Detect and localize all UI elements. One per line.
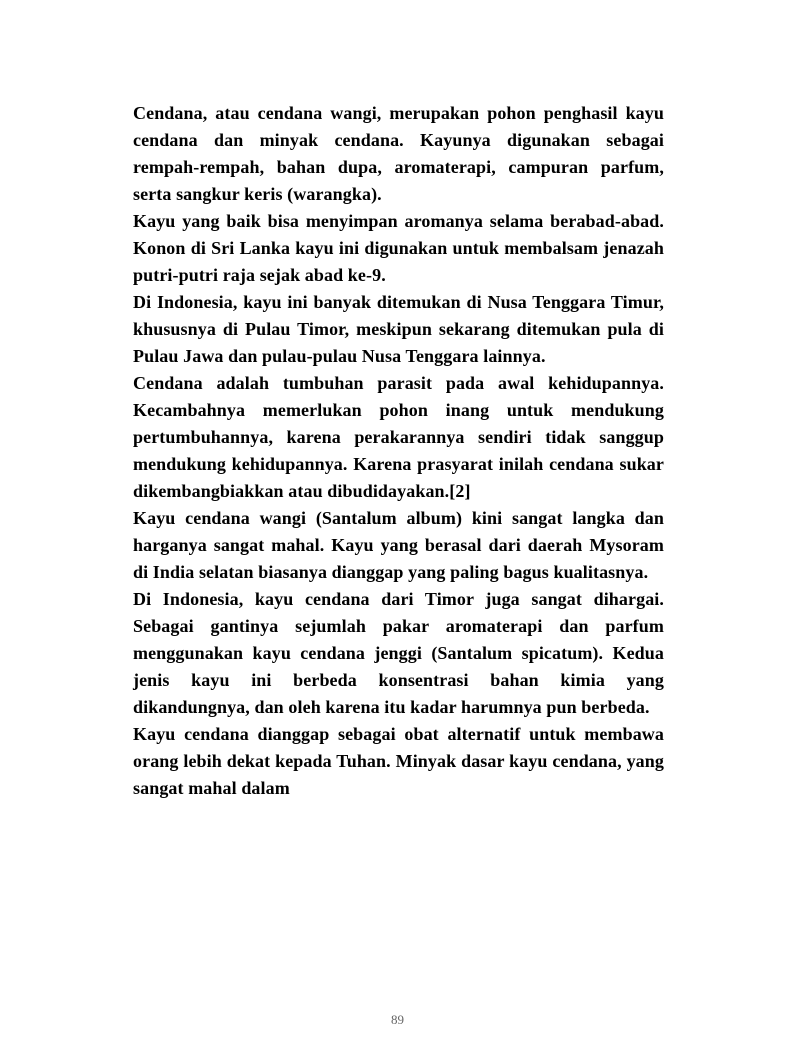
page-number: 89 <box>391 1012 404 1027</box>
paragraph-7: Kayu cendana dianggap sebagai obat alternatif untuk membawa orang lebih dekat kepada Tuhan. Minyak dasar kayu cendana, yang sangat mahal dalam <box>133 724 664 798</box>
paragraph-1: Cendana, atau cendana wangi, merupakan pohon penghasil kayu cendana dan minyak cendana. Kayunya digunakan sebagai rempah-rempah, bahan dupa, aromaterapi, campuran parfum, serta sangkur keris (warangka). <box>133 103 664 204</box>
paragraph-6: Di Indonesia, kayu cendana dari Timor juga sangat dihargai. Sebagai gantinya sejumlah pakar aromaterapi dan parfum menggunakan kayu cendana jenggi (Santalum spicatum). Kedua jenis kayu ini berbeda konsentrasi bahan kimia yang dikandungnya, dan oleh karena itu kadar harumnya pun berbeda. <box>133 589 664 717</box>
paragraph-2: Kayu yang baik bisa menyimpan aromanya selama berabad-abad. Konon di Sri Lanka kayu ini digunakan untuk membalsam jenazah putri-putri raja sejak abad ke-9. <box>133 211 664 285</box>
paragraph-5: Kayu cendana wangi (Santalum album) kini sangat langka dan harganya sangat mahal. Kayu yang berasal dari daerah Mysoram di India selatan biasanya dianggap yang paling bagus kualitasnya. <box>133 508 664 582</box>
body-text <box>133 100 664 802</box>
paragraph-4: Cendana adalah tumbuhan parasit pada awal kehidupannya. Kecambahnya memerlukan pohon inang untuk mendukung pertumbuhannya, karena perakarannya sendiri tidak sanggup mendukung kehidupannya. Karena prasyarat inilah cendana sukar dikembangbiakkan atau dibudidayakan.[2] <box>133 373 664 501</box>
paragraph-3: Di Indonesia, kayu ini banyak ditemukan di Nusa Tenggara Timur, khususnya di Pulau Timor, meskipun sekarang ditemukan pula di Pulau Jawa dan pulau-pulau Nusa Tenggara lainnya. <box>133 292 664 366</box>
